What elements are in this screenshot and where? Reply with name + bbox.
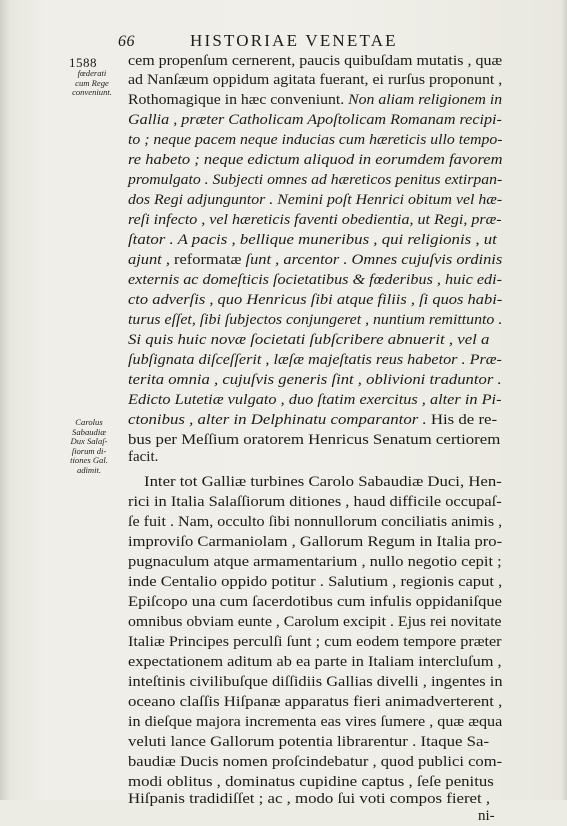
text-line [128,789,490,809]
gutter-shadow [0,0,10,800]
margin-note-carolus [60,418,118,476]
text-line [128,230,497,250]
text-line [128,752,502,772]
margin-note-foederati [58,69,126,98]
text-line [128,592,502,612]
page-edge-shadow [561,0,567,800]
text-segment: ajunt , [128,252,175,268]
text-segment: omnibus obviam eunte , Carolum excipit . Ejus rei novitate [128,614,502,630]
margin-note-line: conveniunt. [72,87,112,98]
margin-note-line: adimit. [76,464,102,475]
text-line [128,430,500,450]
text-line [128,51,502,71]
margin-year: 1588 [69,55,97,70]
text-segment: baudiæ Ducis nomen proſcindebatur , quod publici com- [128,754,503,770]
text-segment: Gallia , præter Catholicam Apoſtolicam Romanam recipi- [128,112,502,128]
text-segment: promulgato . Subjecti omnes ad hæreticos penitus extirpan- [128,172,503,188]
text-line [128,672,503,692]
text-segment: to ; neque pacem neque inducias cum hæreticis ullo tempo- [128,132,503,148]
text-line [128,310,502,330]
text-line [128,130,502,150]
text-segment: bus per Meſſium oratorem Henricus Senatum certiorem [128,432,501,448]
text-segment: improviſo Carmaniolam , Gallorum Regum in Italia pro- [128,534,503,550]
text-line [128,732,489,752]
text-segment: oceano claſſis Hiſpanæ apparatus fieri animadverterent , [128,694,503,710]
text-line [128,390,502,410]
text-segment: His de re- [430,412,498,428]
text-segment: turus eſſet, ſibi ſubjectos conjungeret , nuntium remittunto . [128,312,503,328]
text-line [128,350,502,370]
margin-note-line: Dux Salaſ- [70,436,108,447]
text-line [478,806,495,826]
text-line [128,552,502,572]
text-segment: ſunt , arcentor . Omnes cujuſvis ordinis [245,252,503,268]
text-segment: externis ac domeſticis ſocietatibus & fœderibus , huic edi- [128,272,503,288]
margin-note-line: Carolus [75,417,103,427]
running-head: HISTORIAE VENETAE [190,31,398,50]
text-segment: modi oblitus , dominatus cupidine captus , ſeſe penitus [128,774,494,790]
text-line [128,170,502,190]
margin-note-line: cum Rege [75,77,109,88]
text-segment: cto adverſis , quo Henricus ſibi atque filiis , ſi quos habi- [128,292,503,308]
text-segment: Non aliam religionem in [348,92,503,108]
margin-note-line: ſiorum di- [71,445,107,456]
text-line [128,210,502,230]
text-segment: Edicto Lutetiæ vulgato , duo ſtatim exercitus , alter in Pi- [128,392,502,408]
text-segment: Si quis huic novæ ſocietati ſubſcribere abnuerit , vel a [128,332,490,348]
text-line [128,572,502,592]
text-line [128,190,502,210]
text-line [144,472,502,492]
text-segment: in dieſque majora incrementa eas vires ſumere , quæ æqua [128,714,503,730]
text-segment: inteſtinis civilibuſque diſſidiis Gallias divelli , ingentes in [128,674,503,690]
text-line [128,692,502,712]
text-line [128,90,502,110]
text-line [128,532,502,552]
margin-note-line: Sabaudiæ [72,426,106,437]
text-line [128,632,502,652]
text-segment: reformatæ [174,252,246,268]
text-segment: Rothomagique in hæc conveniunt. [128,92,349,108]
text-line [128,652,502,672]
text-segment: re habeto ; neque edictum aliquod in eorumdem favorem [128,152,503,168]
text-segment: rici in Italia Salaſſiorum ditiones , haud difficile occupaſ- [128,494,502,510]
text-segment: ſtator . A pacis , bellique muneribus , qui religionis , ut [128,232,497,248]
text-segment: veluti lance Gallorum potentia librarentur . Itaque Sa- [128,734,490,750]
text-segment: Italiæ Principes perculſi ſunt ; cum eodem tempore præter [128,634,502,650]
text-segment: terita omnia , cujuſvis generis ſint , oblivioni traduntor . [128,372,502,388]
text-line [128,330,489,350]
text-line [128,712,502,732]
text-segment: Inter tot Galliæ turbines Carolo Sabaudiæ Duci, Hen- [144,474,502,490]
text-segment: reſi infecto , vel hæreticis faventi obedientia, ut Regi, præ- [128,212,502,228]
text-line [128,110,502,130]
text-line [128,447,158,467]
text-line [128,612,501,632]
text-line [128,290,502,310]
margin-note-line: fœderati [77,68,107,78]
text-segment: Hiſpanis tradidiſſet ; ac , modo ſui voti compos fieret , [128,791,491,807]
text-segment: ſubſignata diſceſſerit , læſæ majeſtatis reus habetor . Præ- [128,352,502,368]
text-segment: ſe fuit . Nam, occulto ſibi nonnullorum conciliatis animis , [128,514,503,530]
text-segment: facit. [128,449,159,465]
text-segment: ad Nanſæum oppidum agitata fuerant, ei rurſus proponunt , [128,72,503,88]
text-line [128,512,502,532]
text-segment: inde Centalio oppido potitur . Salutium , regionis caput , [128,574,503,590]
text-segment: expectationem aditum ab ea parte in Italiam intercluſum , [128,654,502,670]
text-line [128,370,502,390]
text-line [128,492,502,512]
page-number: 66 [118,33,135,50]
text-segment: Epiſcopo una cum ſacerdotibus cum infulis oppidaniſque [128,594,502,610]
text-line [128,70,502,90]
text-line [128,410,497,430]
text-segment: ni- [478,808,495,824]
text-segment: dos Regi adjunguntor . Nemini poſt Henrici obitum vel hæ- [128,192,503,208]
margin-note-line: tiones Gal. [70,455,108,466]
text-line [128,150,503,170]
text-line [128,250,502,270]
text-line [128,270,502,290]
text-segment: pugnaculum atque armamentarium , nullo negotio cepit ; [128,554,502,570]
text-segment: ctonibus , alter in Delphinatu comparantor . [128,412,431,428]
text-segment: cem propenſum cernerent, paucis quibuſdam mutatis , quæ [128,53,503,69]
